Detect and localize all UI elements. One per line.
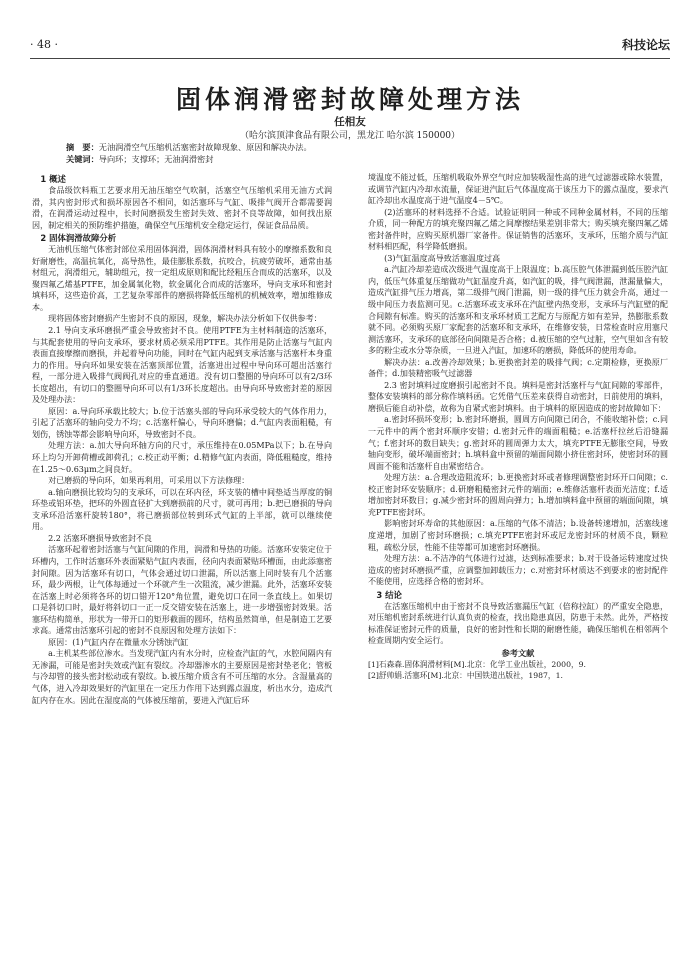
right-column bbox=[368, 172, 668, 681]
page-number: · 48 · bbox=[30, 38, 58, 51]
abstract-label: 摘 要： bbox=[66, 142, 99, 152]
left-column bbox=[32, 172, 332, 706]
body-paragraph: (2)活塞环的材料选择不合适。试验证明同一种或不同种金属材料，不同的压缩介质，同一种配方的填充聚四氟乙烯之间摩擦结果差别非常大；购买填充聚四氟乙烯密封备件时，应购买原机器厂家备件。保证销售的活塞环，支承环，压缩介质与汽缸材料相匹配，科学降低磨损。 bbox=[368, 207, 668, 252]
body-paragraph: 境温度不能过低，压缩机吸取外界空气时应加装吸湿性高的进气过滤器或除水装置，或调节汽缸内冷却水流量，保证进汽缸后气体温度高于该压力下的露点温度，要求汽缸冷却出水温度高于进气温度4－5℃。 bbox=[368, 173, 668, 206]
section-heading: 3 结论 bbox=[376, 589, 402, 600]
body-paragraph: 处理方法：a.加大导向环轴方向的尺寸，承压维持在0.05MPa以下；b.在导向环上均匀开卸荷槽或卸荷孔；c.校正动平衡；d.精修气缸内表面，降低粗糙度，维持在1.25～0.63μm之间良好。 bbox=[32, 441, 332, 474]
body-paragraph: a.密封环损坏变形；b.密封环磨损，圆周方向间隙已闭合，不能收缩补偿；c.同一元件中的两个密封环顺序安错；d.密封元件的端面粗糙；e.活塞杆拉丝后沿缝漏气；f.密封环的数目缺失；g.密封环的圆周弹力太大，填充PTFE无膨胀空间，导致轴向变形，破坏端面密封；h.填料盒中预留的端面间隙小挤住密封环，使密封环的圆周面不能和活塞杆自由紧密结合。 bbox=[368, 415, 668, 471]
keywords-text: 导向环；支撑环；无油润滑密封 bbox=[98, 154, 214, 164]
section-heading: 2 固体润滑故障分析 bbox=[40, 233, 117, 244]
article-title: 固体润滑密封故障处理方法 bbox=[175, 85, 524, 114]
body-paragraph: a.主机某些部位渗水。当发现汽缸内有水分时，应检查汽缸的气，水腔间隔内有无渗漏，可能是密封失效或汽缸有裂纹。冷却器渗水的主要原因是密封垫老化；管板与冷却管的接头密封松动或有裂纹。b.被压缩介质含有不可压缩的水分。含湿量高的气体，进入冷却效果好的汽缸里在一定压力作用下达到露点温度，析出水分，造成汽缸内存在水。因此在湿度高的气体被压缩前，要进入汽缸后环 bbox=[32, 649, 332, 705]
journal-name: 科技论坛 bbox=[621, 38, 670, 52]
keywords-label: 关键词： bbox=[66, 154, 99, 164]
body-paragraph: 对已磨损的导向环，如果再利用，可采用以下方法修理： bbox=[48, 476, 250, 486]
abstract bbox=[66, 142, 666, 153]
body-paragraph: 原因：a.导向环承载比较大；b.位于活塞头部的导向环承受较大的气体作用力，引起了活塞环的轴向受力不均；c.活塞杆偏心，导向环磨偏；d.气缸内表面粗糙，有划伤，锈蚀等都会影响导向环，导致密封不良。 bbox=[32, 406, 332, 439]
abstract-text: 无油润滑空气压缩机活塞密封故障现象、原因和解决办法。 bbox=[98, 142, 312, 152]
running-header bbox=[30, 36, 670, 56]
body-paragraph: 解决办法：a.改善冷却效果；b.更换密封差的吸排气阀；c.定期检修，更换原厂备件；d.加装精密吸气过滤器 bbox=[368, 357, 668, 379]
body-paragraph: 处理方法：a.不洁净的气体进行过滤，达到标准要求；b.对于设备运转速度过快造成的密封环磨损严重，应调整加卸载压力；c.对密封环材质达不到要求的密封配件不能使用，应选择合格的密封环。 bbox=[368, 554, 668, 587]
body-paragraph: a.轴向磨损比较均匀的支承环，可以在环内径，环支装的槽中间垫适当厚度的铜环垫或铝环垫，把环的外圆直径扩大到磨损前的尺寸，就可再用；b.把已磨损的导向支承环沿活塞杆旋转180°，将已磨损部位转到环式气缸的上半部，就可以继续使用。 bbox=[32, 487, 332, 532]
body-paragraph: 在活塞压缩机中由于密封不良导致活塞漏压气缸（倍称拉缸）的严重安全隐患，对压缩机密封系统进行认真负责的检查，找出隐患真因，防患于未然。此外，严格按标准保证密封元件的质量，良好的密封性和长期的耐磨性能，确保压缩机在相邻两个检查周期内安全运行。 bbox=[368, 601, 668, 646]
body-paragraph: 2.3 密封填料过度磨损引起密封不良。填料是密封活塞杆与气缸间隙的零部件，整体安装填料的部分称作填料函。它凭借气压差来获得自动密封，日前使用的填料，磨损后能自动补偿，故称为自紧式密封填料。由于填料的原因造成的密封故障如下： bbox=[368, 380, 668, 413]
reference-entry: [2]舒帅娟.活塞环[M].北京：中国铁道出版社，1987，1. bbox=[368, 670, 563, 680]
body-paragraph: a.汽缸冷却差造成次级进气温度高于上限温度；b.高压腔气体泄漏到低压腔汽缸内，低压气体重复压缩做功气缸温度升高，如汽缸的吸，排气阀泄漏，泄漏量偏大，造成汽缸排气压力增高，第二级排气阀门泄漏，则一级的排气压力就会升高，通过一级中间压力表监测可见。c.活塞环或支承环在汽缸壁内热变形，支承环与汽缸壁的配合间隙有标准。购买的活塞环和支承环材质工艺配方与原配方如有差异，热膨胀系数就不同。必须购买原厂家配套的活塞环和支承环，在维修安装，日常检查时应用塞尺测活塞环，支承环的底部径向间隙是否合格；d.被压缩的空气过脏，空气里如含有较多的粉尘或水分等杂质，一旦进入汽缸，加速环的磨损，降低环的使用寿命。 bbox=[368, 265, 668, 356]
body-paragraph: 活塞环起着密封活塞与气缸间隙的作用，润滑和导热的功能。活塞环安装定位于环槽内，工作时活塞环外表面紧贴气缸内表面，径向内表面紧贴环槽面，由此添塞密封间隙。因为活塞环有切口，气体会通过切口泄漏，所以活塞上同时装有几个活塞环，最少两根，让气体每通过一个环就产生一次阻流，减少泄漏。此外，活塞环安装在活塞上时必须将各环的切口错开120°角位置，避免切口在同一条直线上。如果切口是斜切口时，最好将斜切口一正一反交错安装在活塞上，进一步增强密封效果。活塞环结构简单，形状为一带开口的矩形截面的圆环，结构虽然简单，但是制造工艺要求高。通常由活塞环引起的密封不良原因和处理方法如下： bbox=[32, 545, 332, 636]
article-author: 任相友 bbox=[334, 116, 366, 128]
body-paragraph: 无油机压缩气体密封部位采用固体润滑，固体润滑材料具有较小的摩擦系数和良好耐磨性，高温抗氧化，高导热性，最佳膨胀系数，抗咬合，抗疲劳破坏，通常由基材组元，润滑组元，辅助组元，按一定组成原则和配比经粗压合而成的活塞环，以及聚四氟乙烯基PTFE，加金属氧化物，软金属化合而成的活塞环，导向支承环和密封填料环，这些造价高，工艺复杂零部件的磨损将降低压缩机的机械效率，增加维修成本。 bbox=[32, 245, 332, 312]
body-paragraph: 食品级饮料瓶工艺要求用无油压缩空气吹制，活塞空气压缩机采用无油方式润滑，其内密封形式和损坏原因各不相同，如活塞环与气缸、吸排气阀开合都需要润滑，在润滑运动过程中，长时间磨损发生密封失效、密封不良等故障，如何找出原因，制定相关的预防维护措施，确保空气压缩机安全稳定运行，保证食品品质。 bbox=[32, 186, 332, 230]
body-paragraph: 处理方法：a.合理改造阻流环；b.更换密封环或者修理调整密封环开口间隙；c.校正密封环安装顺序；d.研磨粗糙密封元件的端面；e.维修活塞杆表面光洁度；f.适增加密封环数目；g.减少密封环的圆周向弹力；h.增加填料盒中预留的端面间隙，填充PTFE密封环。 bbox=[368, 473, 668, 517]
section-heading: 1 概述 bbox=[40, 174, 66, 184]
body-paragraph: (3)气缸温度高导致活塞温度过高 bbox=[384, 253, 501, 263]
body-paragraph: 影响密封环寿命的其他原因：a.压缩的气体不清洁；b.设备转速增加，活塞线速度递增，加剧了密封环磨损；c.填充PTFE密封环或尼龙密封环的材质不良，颗粒粗，疏松分层，性能不佳等都可加速密封环磨损。 bbox=[368, 519, 668, 552]
body-paragraph: 现将固体密封磨损产生密封不良的原因，现象，解决办法分析如下仅供参考： bbox=[48, 314, 322, 324]
keywords bbox=[66, 154, 666, 165]
header-rule bbox=[30, 58, 670, 59]
references-heading: 参考文献 bbox=[501, 647, 535, 658]
reference-entry: [1]石森森.固体润滑材料[M].北京：化学工业出版社，2000，9. bbox=[368, 659, 586, 669]
body-paragraph: 2.2 活塞环磨损导致密封不良 bbox=[48, 533, 152, 543]
body-paragraph: 2.1 导向支承环磨损严重会导致密封不良。使用PTFE为主材料制造的活塞环，与其配套使用的导向支承环，要求材质必须采用PTFE。其作用是防止活塞与气缸内表面直接摩擦而磨损，并起着导向功能，同时在气缸内起到支承活塞与活塞杆本身重力的作用。导向环如果安装在活塞顶部位置，活塞进出过程中导向环可超出活塞行程，一部分进入吸排气阀阀孔对应的垂直通道。没有切口整圈的导向环可以有2/3环长度超出，有切口的整圈导向环可以有1/3环长度超出。由导向环导致密封差的原因及处理办法： bbox=[32, 326, 332, 405]
body-paragraph: 原因：(1)气缸内存在微量水分锈蚀汽缸 bbox=[48, 637, 189, 647]
article-affiliation: （哈尔滨顶津食品有限公司，黑龙江 哈尔滨 150000） bbox=[239, 131, 461, 141]
